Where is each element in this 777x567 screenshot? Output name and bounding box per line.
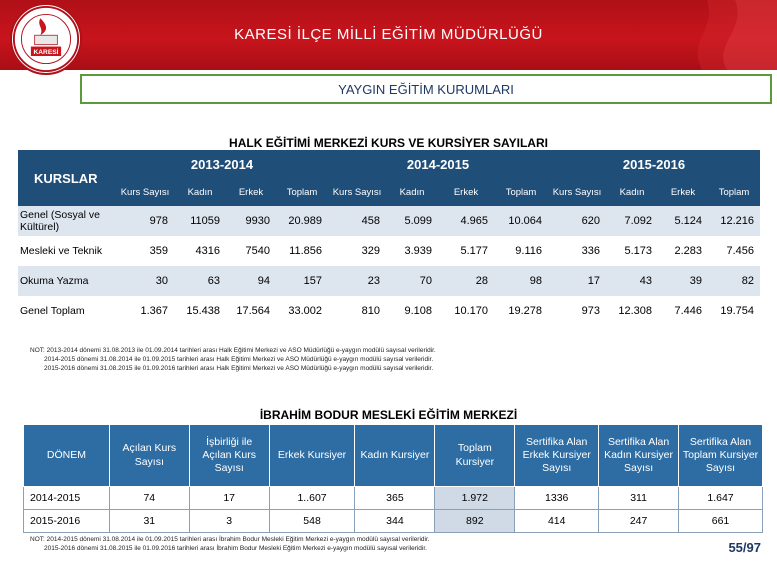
table-cell: 19.278 [494, 296, 548, 326]
table-row [24, 487, 763, 510]
table-cell: 620 [548, 206, 606, 236]
hem-kurs-table [18, 150, 760, 326]
table-cell: 10.170 [438, 296, 494, 326]
table-cell: 1..607 [269, 487, 355, 510]
table-row [18, 296, 760, 326]
table-cell: 39 [658, 266, 708, 296]
section-subtitle: YAYGIN EĞİTİM KURUMLARI [80, 74, 772, 104]
table-cell: 5.177 [438, 236, 494, 266]
table-cell: 7.456 [708, 236, 760, 266]
table-cell: 23 [328, 266, 386, 296]
table-cell: 3 [189, 510, 269, 533]
table-cell: 43 [606, 266, 658, 296]
ibrahim-bodur-table [23, 424, 763, 533]
table-row [24, 510, 763, 533]
year-header: 2014-2015 [328, 150, 548, 178]
column-header: Sertifika Alan Kadın Kursiyer Sayısı [599, 425, 679, 487]
table-cell: 82 [708, 266, 760, 296]
column-header: Kurs Sayısı [328, 178, 386, 206]
table-cell: 1.972 [435, 487, 515, 510]
column-header: Sertifika Alan Toplam Kursiyer Sayısı [679, 425, 763, 487]
row-label: Okuma Yazma [18, 266, 116, 296]
table-cell: 2.283 [658, 236, 708, 266]
note-line: 2015-2016 dönemi 31.08.2015 ile 01.09.2016 tarihleri arası İbrahim Bodur Mesleki Eğitim Merkezi e-yaygın modülü sayısal verileridir. [44, 545, 427, 552]
table-cell: 28 [438, 266, 494, 296]
page-number: 55/97 [728, 540, 761, 555]
column-header: İşbirliği ile Açılan Kurs Sayısı [189, 425, 269, 487]
note-line: NOT: 2014-2015 dönemi 31.08.2014 ile 01.09.2015 tarihleri arası İbrahim Bodur Mesleki Eğitim Merkezi e-yaygın modülü sayısal verileridir. [30, 536, 430, 543]
column-header: Açılan Kurs Sayısı [109, 425, 189, 487]
row-label: 2015-2016 [24, 510, 110, 533]
table-cell: 70 [386, 266, 438, 296]
table-cell: 9.108 [386, 296, 438, 326]
table-cell: 5.173 [606, 236, 658, 266]
table-cell: 4316 [174, 236, 226, 266]
column-header: Toplam [276, 178, 328, 206]
kurslar-header: KURSLAR [18, 150, 116, 206]
table-cell: 9930 [226, 206, 276, 236]
table-cell: 1336 [515, 487, 599, 510]
table-cell: 20.989 [276, 206, 328, 236]
table2-notes [30, 535, 630, 553]
column-header: Erkek [658, 178, 708, 206]
table-cell: 359 [116, 236, 174, 266]
table-cell: 3.939 [386, 236, 438, 266]
table-cell: 9.116 [494, 236, 548, 266]
column-header: Sertifika Alan Erkek Kursiyer Sayısı [515, 425, 599, 487]
table-cell: 5.124 [658, 206, 708, 236]
table-cell: 30 [116, 266, 174, 296]
column-header: Toplam Kursiyer [435, 425, 515, 487]
table-cell: 336 [548, 236, 606, 266]
logo-text: KARESİ [33, 49, 59, 57]
table-cell: 63 [174, 266, 226, 296]
table-cell: 12.216 [708, 206, 760, 236]
year-header: 2013-2014 [116, 150, 328, 178]
note-line: 2015-2016 dönemi 31.08.2015 ile 01.09.2016 tarihleri arası Halk Eğitimi Merkezi ve ASO Müdürlüğü e-yaygın modülü sayısal verileridir. [44, 365, 434, 372]
note-line: 2014-2015 dönemi 31.08.2014 ile 01.09.2015 tarihleri arası Halk Eğitimi Merkezi ve ASO Müdürlüğü e-yaygın modülü sayısal verileridir. [44, 356, 434, 363]
column-header: Erkek [438, 178, 494, 206]
table-cell: 19.754 [708, 296, 760, 326]
column-header: Kurs Sayısı [548, 178, 606, 206]
table-cell: 414 [515, 510, 599, 533]
table-cell: 11.856 [276, 236, 328, 266]
table-cell: 157 [276, 266, 328, 296]
table-cell: 458 [328, 206, 386, 236]
table-cell: 94 [226, 266, 276, 296]
column-header: Kadın [386, 178, 438, 206]
table-cell: 10.064 [494, 206, 548, 236]
table2-title: İBRAHİM BODUR MESLEKİ EĞİTİM MERKEZİ [259, 408, 518, 422]
column-header: Kadın Kursiyer [355, 425, 435, 487]
table-cell: 247 [599, 510, 679, 533]
table-cell: 1.647 [679, 487, 763, 510]
row-label: 2014-2015 [24, 487, 110, 510]
table-cell: 973 [548, 296, 606, 326]
table-cell: 7.446 [658, 296, 708, 326]
table-cell: 4.965 [438, 206, 494, 236]
row-label: Genel (Sosyal ve Kültürel) [18, 206, 116, 236]
year-header: 2015-2016 [548, 150, 760, 178]
page-title: KARESİ İLÇE MİLLİ EĞİTİM MÜDÜRLÜĞÜ [234, 26, 543, 43]
note-line: NOT: 2013-2014 dönemi 31.08.2013 ile 01.09.2014 tarihleri arası Halk Eğitimi Merkezi ve ASO Müdürlüğü e-yaygın modülü sayısal verileridir. [30, 347, 436, 354]
table-cell: 74 [109, 487, 189, 510]
column-header: Toplam [494, 178, 548, 206]
table-cell: 7540 [226, 236, 276, 266]
table-row [18, 206, 760, 236]
table-cell: 365 [355, 487, 435, 510]
column-header: Kadın [174, 178, 226, 206]
table-cell: 33.002 [276, 296, 328, 326]
column-header: Toplam [708, 178, 760, 206]
table-cell: 548 [269, 510, 355, 533]
table-cell: 11059 [174, 206, 226, 236]
table-cell: 12.308 [606, 296, 658, 326]
column-header: Erkek Kursiyer [269, 425, 355, 487]
table-cell: 15.438 [174, 296, 226, 326]
table-row [18, 266, 760, 296]
table-cell: 661 [679, 510, 763, 533]
table-cell: 344 [355, 510, 435, 533]
header-banner [0, 0, 777, 70]
table-cell: 17 [189, 487, 269, 510]
column-header: DÖNEM [24, 425, 110, 487]
table-cell: 810 [328, 296, 386, 326]
table-cell: 892 [435, 510, 515, 533]
row-label: Genel Toplam [18, 296, 116, 326]
table-cell: 311 [599, 487, 679, 510]
column-header: Erkek [226, 178, 276, 206]
table-cell: 17 [548, 266, 606, 296]
column-header: Kurs Sayısı [116, 178, 174, 206]
table-cell: 7.092 [606, 206, 658, 236]
row-label: Mesleki ve Teknik [18, 236, 116, 266]
table-cell: 17.564 [226, 296, 276, 326]
table-cell: 31 [109, 510, 189, 533]
table-cell: 5.099 [386, 206, 438, 236]
table-cell: 978 [116, 206, 174, 236]
table-cell: 98 [494, 266, 548, 296]
meb-logo-icon [10, 3, 82, 75]
table1-title: HALK EĞİTİMİ MERKEZİ KURS VE KURSİYER SAYILARI [229, 136, 548, 150]
table-cell: 329 [328, 236, 386, 266]
table-cell: 1.367 [116, 296, 174, 326]
table1-notes [30, 346, 590, 373]
table-row [18, 236, 760, 266]
column-header: Kadın [606, 178, 658, 206]
